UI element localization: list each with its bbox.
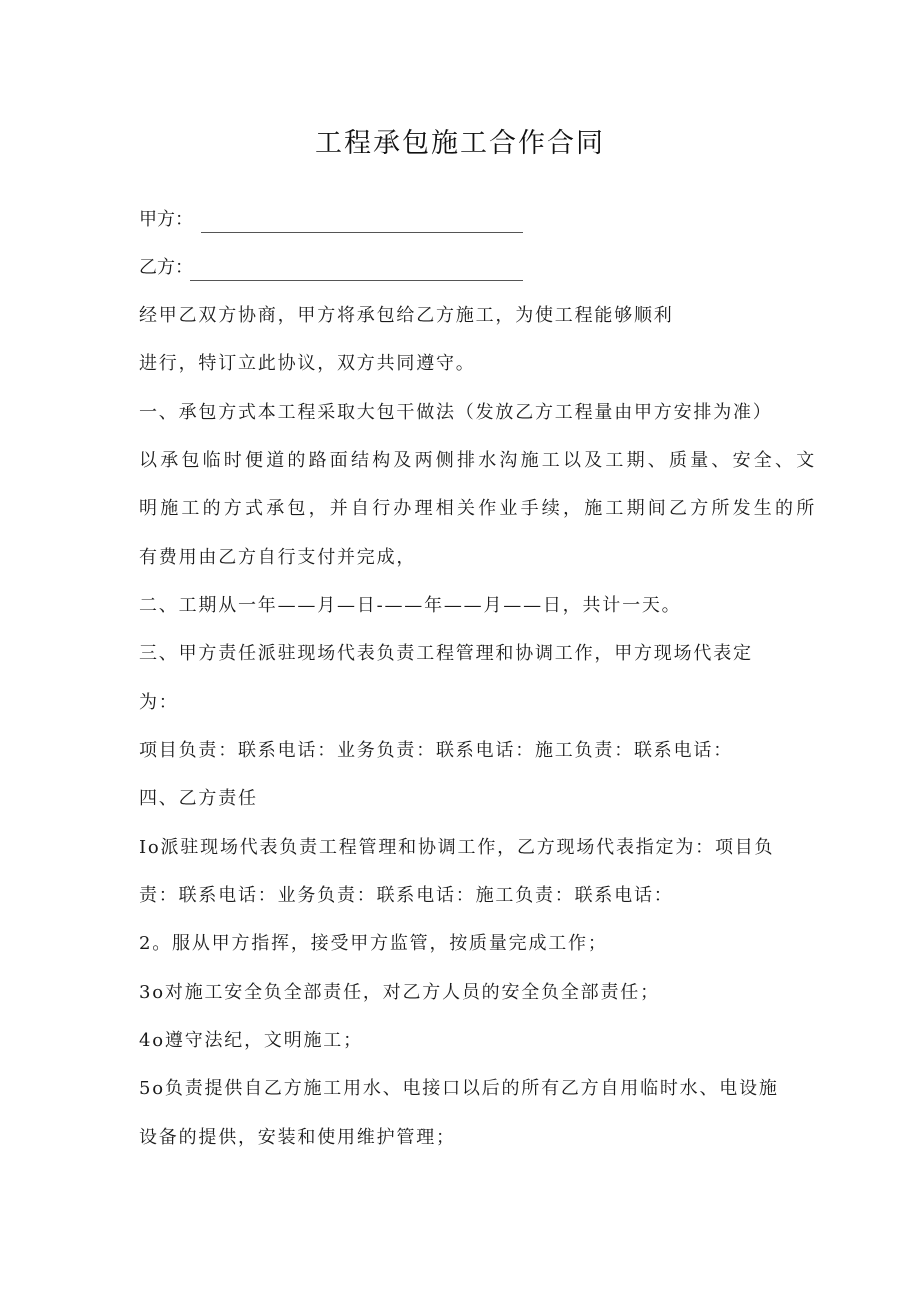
- body-line-4: 以承包临时便道的路面结构及两侧排水沟施工以及工期、质量、安全、文: [139, 450, 818, 471]
- party-a-blank[interactable]: [201, 216, 523, 233]
- body-line-1: 经甲乙双方协商，甲方将承包给乙方施工，为使工程能够顺利: [139, 305, 674, 326]
- body-line-2: 进行，特订立此协议，双方共同遵守。: [139, 353, 476, 374]
- body-line-10: 项目负责：联系电话：业务负责：联系电话：施工负责：联系电话：: [139, 740, 733, 761]
- body-line-15: 3o对施工安全负全部责任，对乙方人员的安全负全部责任；: [139, 982, 660, 1003]
- party-b-label: 乙方：: [139, 257, 193, 278]
- body-line-14: 2。服从甲方指挥，接受甲方监管，按质量完成工作；: [139, 933, 608, 954]
- party-a-row: [139, 205, 784, 235]
- body-line-3: 一、承包方式本工程采取大包干做法（发放乙方工程量由甲方安排为准）: [139, 402, 773, 423]
- body-line-8: 三、甲方责任派驻现场代表负责工程管理和协调工作，甲方现场代表定: [139, 643, 753, 664]
- party-b-row: [139, 253, 784, 283]
- body-line-5: 明施工的方式承包，并自行办理相关作业手续，施工期间乙方所发生的所: [139, 498, 818, 519]
- body-line-9: 为：: [139, 692, 179, 713]
- body-line-7: 二、工期从一年——月—日-——年——月——日，共计一天。: [139, 595, 682, 616]
- body-line-16: 4o遵守法纪，文明施工；: [139, 1030, 363, 1051]
- body-line-11: 四、乙方责任: [139, 788, 258, 809]
- body-line-6: 有费用由乙方自行支付并完成，: [139, 547, 417, 568]
- body-line-18: 设备的提供，安装和使用维护管理；: [139, 1127, 456, 1148]
- document-title: 工程承包施工合作合同: [315, 128, 605, 159]
- party-b-blank[interactable]: [190, 264, 523, 281]
- party-a-label: 甲方：: [139, 209, 193, 230]
- body-line-13: 责：联系电话：业务负责：联系电话：施工负责：联系电话：: [139, 885, 674, 906]
- body-line-17: 5o负责提供自乙方施工用水、电接口以后的所有乙方自用临时水、电设施: [139, 1078, 779, 1099]
- body-line-12: Io派驻现场代表负责工程管理和协调工作，乙方现场代表指定为：项目负: [139, 837, 775, 858]
